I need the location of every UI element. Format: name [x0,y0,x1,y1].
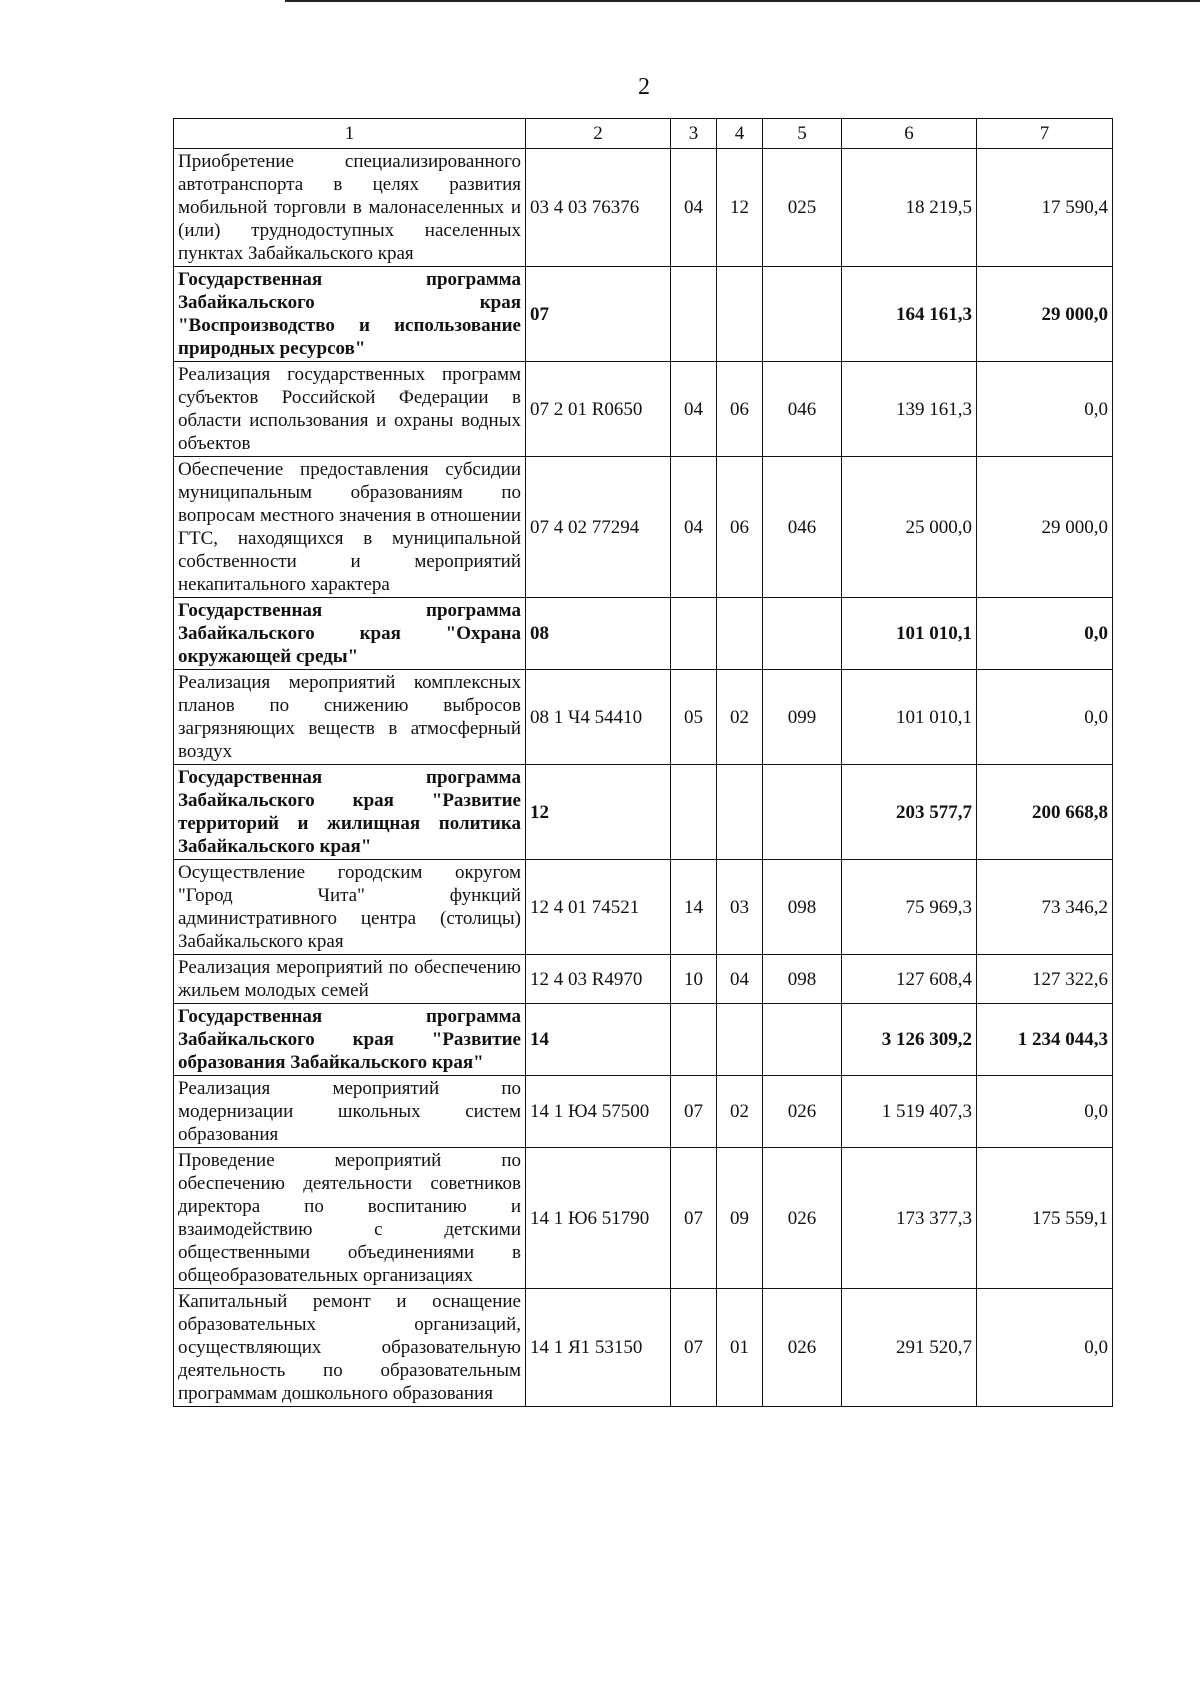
code-cell: 14 1 Ю4 57500 [526,1076,671,1148]
expense-type-cell: 098 [763,955,842,1004]
header-cell: 3 [671,119,717,149]
expense-type-cell: 099 [763,670,842,765]
amount-col6-cell: 25 000,0 [842,457,977,598]
amount-col7-cell: 73 346,2 [977,860,1113,955]
amount-col6-cell: 291 520,7 [842,1289,977,1407]
page-number: 2 [638,74,650,100]
section-cell: 04 [671,362,717,457]
subsection-cell: 02 [717,670,763,765]
row-name-cell: Приобретение специализированного автотранспорта в целях развития мобильной торговли в малонаселенных и (или) труднодоступных населенных пунктах Забайкальского края [174,149,526,267]
section-cell: 10 [671,955,717,1004]
expense-type-cell: 025 [763,149,842,267]
table-row [174,1076,1113,1148]
expense-type-cell: 098 [763,860,842,955]
subsection-cell: 09 [717,1148,763,1289]
table-row [174,670,1113,765]
section-cell [671,598,717,670]
code-cell: 08 [526,598,671,670]
row-name-cell: Государственная программа Забайкальского края "Охрана окружающей среды" [174,598,526,670]
amount-col6-cell: 101 010,1 [842,598,977,670]
row-name-cell: Обеспечение предоставления субсидии муниципальным образованиям по вопросам местного значения в отношении ГТС, находящихся в муниципальной собственности и мероприятий некапитального характера [174,457,526,598]
row-name-cell: Реализация мероприятий по обеспечению жильем молодых семей [174,955,526,1004]
table-row [174,149,1113,267]
top-scan-rule [285,0,1200,2]
section-cell [671,765,717,860]
expense-type-cell: 026 [763,1076,842,1148]
amount-col6-cell: 127 608,4 [842,955,977,1004]
amount-col6-cell: 1 519 407,3 [842,1076,977,1148]
table-row [174,955,1113,1004]
subsection-cell: 03 [717,860,763,955]
table-header-row [174,119,1113,149]
amount-col6-cell: 173 377,3 [842,1148,977,1289]
row-name-cell: Государственная программа Забайкальского края "Воспроизводство и использование природных ресурсов" [174,267,526,362]
amount-col7-cell: 127 322,6 [977,955,1113,1004]
amount-col7-cell: 0,0 [977,362,1113,457]
amount-col6-cell: 203 577,7 [842,765,977,860]
row-name-cell: Государственная программа Забайкальского края "Развитие образования Забайкальского края" [174,1004,526,1076]
section-cell: 07 [671,1076,717,1148]
code-cell: 08 1 Ч4 54410 [526,670,671,765]
row-name-cell: Реализация мероприятий комплексных планов по снижению выбросов загрязняющих веществ в атмосферный воздух [174,670,526,765]
expense-type-cell [763,598,842,670]
section-cell: 04 [671,457,717,598]
code-cell: 12 [526,765,671,860]
section-cell [671,1004,717,1076]
subsection-cell: 06 [717,362,763,457]
row-name-cell: Государственная программа Забайкальского края "Развитие территорий и жилищная политика Забайкальского края" [174,765,526,860]
expense-type-cell: 026 [763,1148,842,1289]
program-row [174,598,1113,670]
code-cell: 12 4 01 74521 [526,860,671,955]
amount-col7-cell: 29 000,0 [977,267,1113,362]
row-name-cell: Осуществление городским округом "Город Чита" функций административного центра (столицы) Забайкальского края [174,860,526,955]
table-row [174,362,1113,457]
code-cell: 12 4 03 R4970 [526,955,671,1004]
section-cell: 07 [671,1289,717,1407]
amount-col7-cell: 29 000,0 [977,457,1113,598]
code-cell: 03 4 03 76376 [526,149,671,267]
amount-col7-cell: 0,0 [977,598,1113,670]
header-cell: 6 [842,119,977,149]
header-cell: 2 [526,119,671,149]
amount-col7-cell: 0,0 [977,670,1113,765]
row-name-cell: Капитальный ремонт и оснащение образовательных организаций, осуществляющих образовательную деятельность по образовательным программам дошкольного образования [174,1289,526,1407]
section-cell [671,267,717,362]
amount-col6-cell: 164 161,3 [842,267,977,362]
section-cell: 14 [671,860,717,955]
program-row [174,1004,1113,1076]
amount-col7-cell: 0,0 [977,1289,1113,1407]
expense-type-cell [763,1004,842,1076]
amount-col6-cell: 75 969,3 [842,860,977,955]
subsection-cell: 04 [717,955,763,1004]
subsection-cell [717,765,763,860]
section-cell: 05 [671,670,717,765]
subsection-cell: 02 [717,1076,763,1148]
budget-table [173,118,1113,1407]
code-cell: 14 1 Ю6 51790 [526,1148,671,1289]
row-name-cell: Реализация государственных программ субъектов Российской Федерации в области использования и охраны водных объектов [174,362,526,457]
header-cell: 5 [763,119,842,149]
code-cell: 14 1 Я1 53150 [526,1289,671,1407]
amount-col6-cell: 101 010,1 [842,670,977,765]
header-cell: 1 [174,119,526,149]
row-name-cell: Реализация мероприятий по модернизации школьных систем образования [174,1076,526,1148]
amount-col6-cell: 18 219,5 [842,149,977,267]
code-cell: 07 2 01 R0650 [526,362,671,457]
subsection-cell [717,1004,763,1076]
amount-col6-cell: 3 126 309,2 [842,1004,977,1076]
subsection-cell [717,267,763,362]
amount-col7-cell: 200 668,8 [977,765,1113,860]
subsection-cell: 01 [717,1289,763,1407]
table-row [174,457,1113,598]
expense-type-cell [763,267,842,362]
code-cell: 14 [526,1004,671,1076]
section-cell: 07 [671,1148,717,1289]
table-row [174,1148,1113,1289]
program-row [174,267,1113,362]
section-cell: 04 [671,149,717,267]
amount-col6-cell: 139 161,3 [842,362,977,457]
amount-col7-cell: 175 559,1 [977,1148,1113,1289]
header-cell: 4 [717,119,763,149]
amount-col7-cell: 17 590,4 [977,149,1113,267]
subsection-cell: 06 [717,457,763,598]
subsection-cell: 12 [717,149,763,267]
expense-type-cell: 046 [763,457,842,598]
header-cell: 7 [977,119,1113,149]
table-row [174,1289,1113,1407]
program-row [174,765,1113,860]
code-cell: 07 4 02 77294 [526,457,671,598]
expense-type-cell: 046 [763,362,842,457]
code-cell: 07 [526,267,671,362]
amount-col7-cell: 0,0 [977,1076,1113,1148]
row-name-cell: Проведение мероприятий по обеспечению деятельности советников директора по воспитанию и взаимодействию с детскими общественными объединениями в общеобразовательных организациях [174,1148,526,1289]
table-row [174,860,1113,955]
expense-type-cell [763,765,842,860]
amount-col7-cell: 1 234 044,3 [977,1004,1113,1076]
subsection-cell [717,598,763,670]
expense-type-cell: 026 [763,1289,842,1407]
